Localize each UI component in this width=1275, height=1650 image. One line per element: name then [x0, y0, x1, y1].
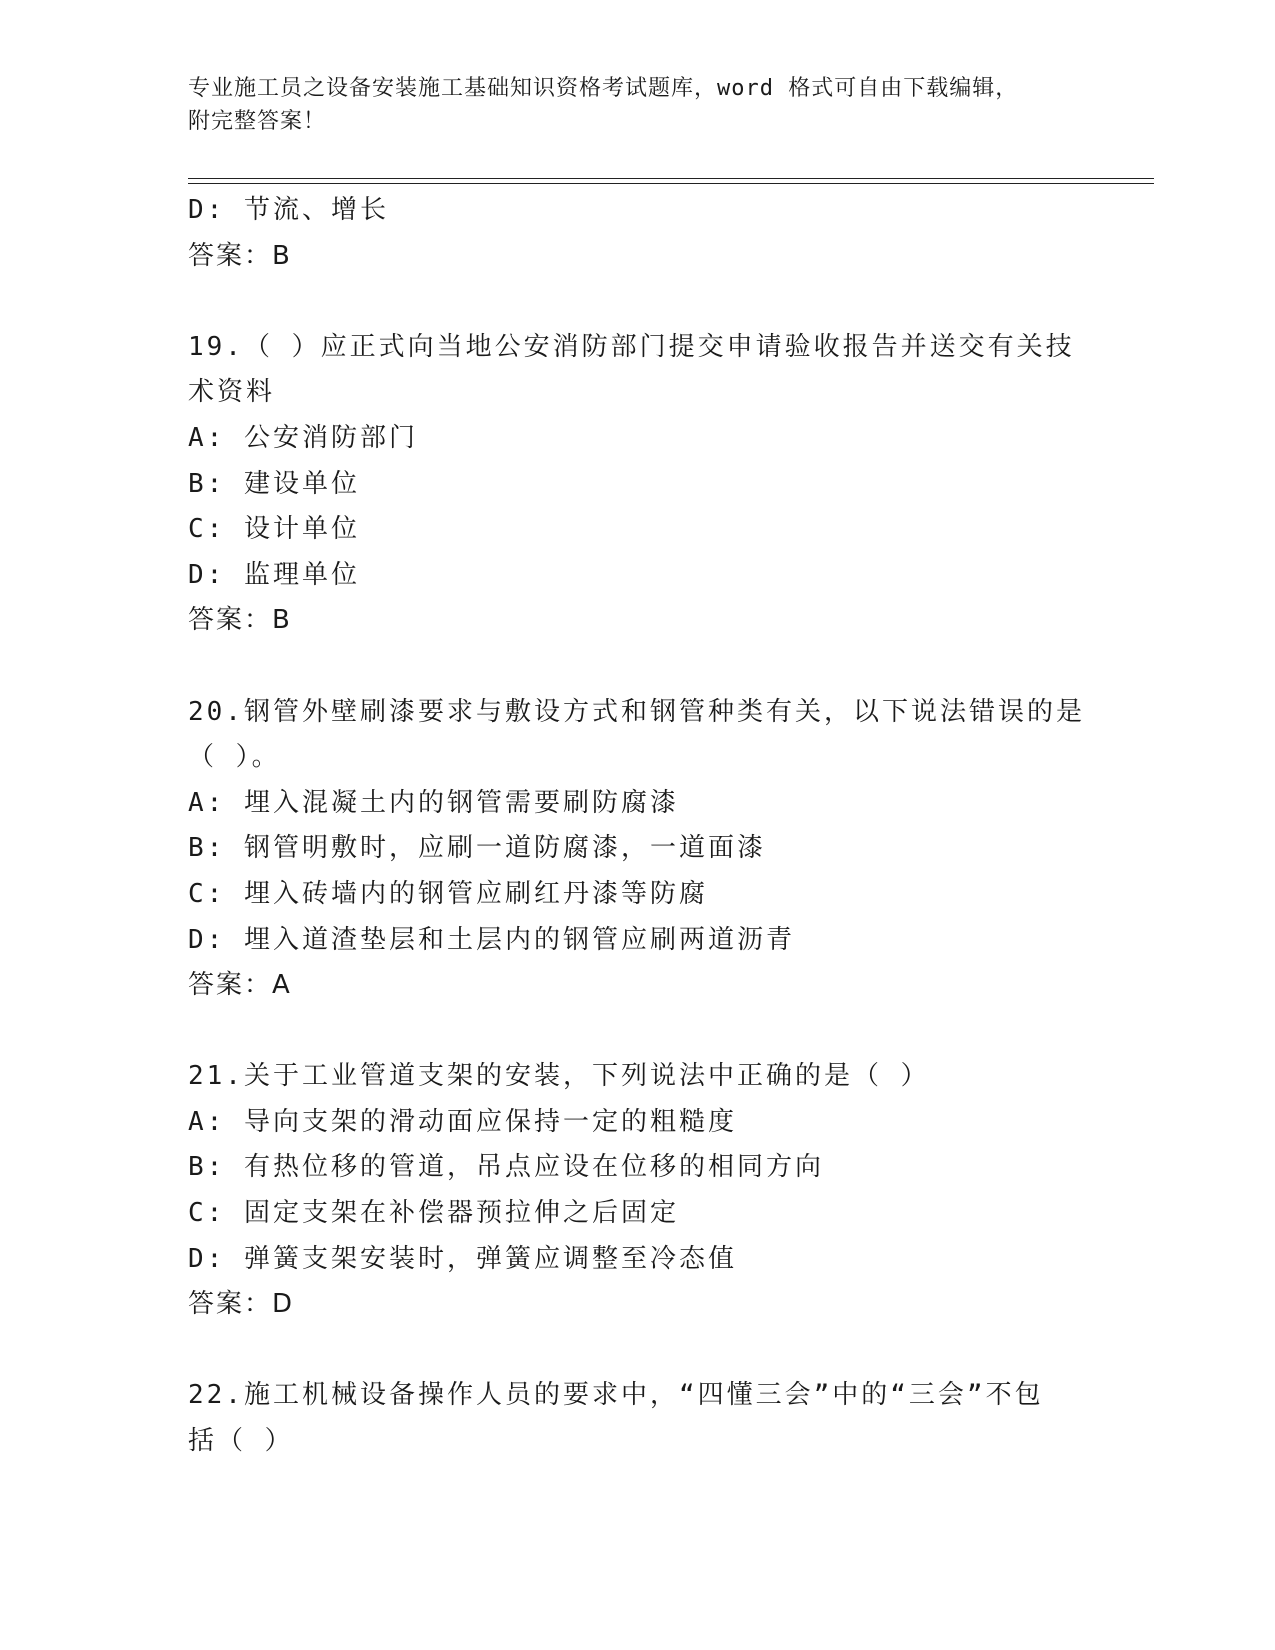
option-a: A: 埋入混凝土内的钢管需要刷防腐漆: [188, 787, 679, 818]
header-line-1: 专业施工员之设备安装施工基础知识资格考试题库，word 格式可自由下载编辑，: [188, 76, 1019, 101]
answer: 答案：B: [188, 605, 292, 636]
option-d: D: 节流、增长: [188, 195, 389, 225]
question-text: 21.关于工业管道支架的安装，下列说法中正确的是（ ）: [188, 1061, 930, 1092]
option-a: A: 导向支架的滑动面应保持一定的粗糙度: [188, 1106, 737, 1137]
spacer: [188, 279, 1088, 325]
option-d: D: 监理单位: [188, 559, 360, 590]
option-c: C: 设计单位: [188, 514, 360, 545]
option-b: B: 建设单位: [188, 468, 360, 499]
option-d: D: 埋入道渣垫层和土层内的钢管应刷两道沥青: [188, 924, 795, 955]
answer: 答案：A: [188, 970, 292, 1001]
question-text: 22.施工机械设备操作人员的要求中，“四懂三会”中的“三会”不包: [188, 1380, 1044, 1411]
option-a: A: 公安消防部门: [188, 422, 418, 453]
question-list: [188, 188, 1088, 1465]
question-text: 括（ ）: [188, 1426, 294, 1457]
document-header: [188, 72, 1068, 138]
option-c: C: 埋入砖墙内的钢管应刷红丹漆等防腐: [188, 878, 708, 909]
option-b: B: 有热位移的管道，吊点应设在位移的相同方向: [188, 1152, 824, 1183]
question-text: 术资料: [188, 377, 276, 408]
option-c: C: 固定支架在补偿器预拉伸之后固定: [188, 1198, 679, 1229]
question-22: [188, 1373, 1088, 1464]
spacer: [188, 1009, 1088, 1055]
question-21: [188, 1054, 1088, 1328]
question-19: [188, 325, 1088, 644]
header-divider-bottom: [188, 183, 1154, 184]
option-d: D: 弹簧支架安装时，弹簧应调整至冷态值: [188, 1243, 737, 1274]
spacer: [188, 1328, 1088, 1374]
answer: 答案：B: [188, 240, 292, 271]
answer: 答案：D: [188, 1289, 295, 1320]
spacer: [188, 644, 1088, 690]
header-divider-top: [188, 178, 1154, 179]
header-line-2: 附完整答案！: [188, 109, 327, 134]
question-text: （ ）。: [188, 742, 281, 773]
question-text: 19.（ ）应正式向当地公安消防部门提交申请验收报告并送交有关技: [188, 331, 1075, 362]
option-b: B: 钢管明敷时，应刷一道防腐漆，一道面漆: [188, 833, 766, 864]
question-text: 20.钢管外壁刷漆要求与敷设方式和钢管种类有关，以下说法错误的是: [188, 696, 1085, 727]
question-20: [188, 690, 1088, 1009]
